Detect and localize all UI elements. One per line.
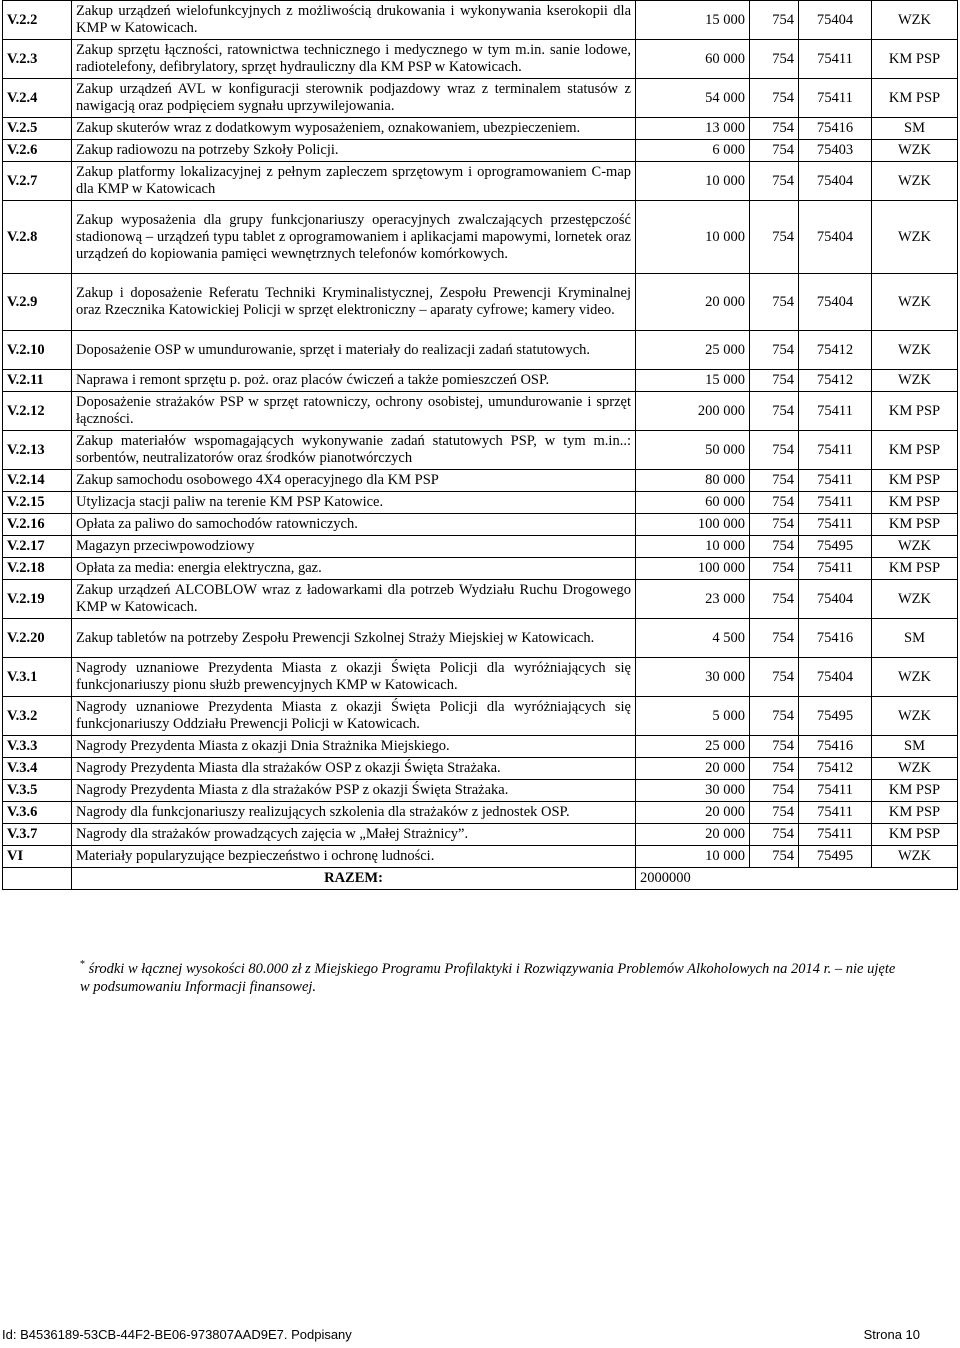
row-amount: 4 500 <box>636 619 750 658</box>
table-row <box>3 162 958 201</box>
row-amount: 10 000 <box>636 162 750 201</box>
row-amount: 50 000 <box>636 431 750 470</box>
row-paragraph: 75495 <box>799 697 872 736</box>
row-paragraph: 75404 <box>799 201 872 274</box>
row-amount: 60 000 <box>636 40 750 79</box>
row-description: Zakup tabletów na potrzeby Zespołu Prewencji Szkolnej Straży Miejskiej w Katowicach. <box>72 619 636 658</box>
row-description: Doposażenie strażaków PSP w sprzęt ratowniczy, ochrony osobistej, umundurowanie i sprzęt łączności. <box>72 392 636 431</box>
row-division: 754 <box>750 580 799 619</box>
row-number: V.2.2 <box>3 1 72 40</box>
row-division: 754 <box>750 780 799 802</box>
table-row <box>3 331 958 370</box>
row-number: V.3.5 <box>3 780 72 802</box>
row-number: V.2.8 <box>3 201 72 274</box>
row-paragraph: 75411 <box>799 514 872 536</box>
row-description: Zakup radiowozu na potrzeby Szkoły Policji. <box>72 140 636 162</box>
table-row <box>3 79 958 118</box>
row-amount: 60 000 <box>636 492 750 514</box>
row-description: Zakup platformy lokalizacyjnej z pełnym zapleczem sprzętowym i oprogramowaniem C-map dla KMP w Katowicach <box>72 162 636 201</box>
total-label: RAZEM: <box>72 868 636 890</box>
row-number: V.3.2 <box>3 697 72 736</box>
row-division: 754 <box>750 162 799 201</box>
row-number: V.3.3 <box>3 736 72 758</box>
row-number: V.2.7 <box>3 162 72 201</box>
row-division: 754 <box>750 40 799 79</box>
row-division: 754 <box>750 758 799 780</box>
row-unit: WZK <box>872 162 958 201</box>
row-description: Zakup wyposażenia dla grupy funkcjonariuszy operacyjnych zwalczających przestępczość stadionową – urządzeń typu tablet z oprogramowaniem i aplikacjami mapowymi, lornetek oraz urządzeń do kopiowania pamięci wewnętrznych telefonów komórkowych. <box>72 201 636 274</box>
footnote <box>80 956 900 996</box>
row-amount: 100 000 <box>636 558 750 580</box>
row-division: 754 <box>750 736 799 758</box>
row-unit: KM PSP <box>872 514 958 536</box>
row-paragraph: 75412 <box>799 331 872 370</box>
document-id: Id: B4536189-53CB-44F2-BE06-973807AAD9E7. Podpisany <box>2 1327 352 1342</box>
table-row <box>3 758 958 780</box>
row-description: Opłata za media: energia elektryczna, gaz. <box>72 558 636 580</box>
row-unit: KM PSP <box>872 802 958 824</box>
row-paragraph: 75411 <box>799 431 872 470</box>
row-paragraph: 75403 <box>799 140 872 162</box>
row-amount: 25 000 <box>636 736 750 758</box>
row-description: Nagrody uznaniowe Prezydenta Miasta z okazji Święta Policji dla wyróżniających się funkcjonariuszy pionu służb prewencyjnych KMP w Katowicach. <box>72 658 636 697</box>
row-number: V.3.7 <box>3 824 72 846</box>
row-number: V.3.4 <box>3 758 72 780</box>
row-description: Zakup sprzętu łączności, ratownictwa technicznego i medycznego w tym m.in. sanie lodowe, radiotelefony, defibrylatory, sprzęt hydrauliczny dla KM PSP w Katowicach. <box>72 40 636 79</box>
row-number: V.3.1 <box>3 658 72 697</box>
row-division: 754 <box>750 1 799 40</box>
row-unit: KM PSP <box>872 470 958 492</box>
row-paragraph: 75411 <box>799 824 872 846</box>
row-division: 754 <box>750 536 799 558</box>
row-description: Materiały popularyzujące bezpieczeństwo i ochronę ludności. <box>72 846 636 868</box>
row-paragraph: 75404 <box>799 580 872 619</box>
budget-document <box>2 0 958 890</box>
table-row <box>3 370 958 392</box>
row-number: V.2.5 <box>3 118 72 140</box>
row-description: Zakup urządzeń AVL w konfiguracji sterownik podjazdowy wraz z terminalem statusów z nawigacją oraz podpięciem sygnału uprzywilejowania. <box>72 79 636 118</box>
row-description: Nagrody Prezydenta Miasta z dla strażaków PSP z okazji Święta Strażaka. <box>72 780 636 802</box>
row-paragraph: 75416 <box>799 736 872 758</box>
row-unit: WZK <box>872 140 958 162</box>
row-description: Naprawa i remont sprzętu p. poż. oraz placów ćwiczeń a także pomieszczeń OSP. <box>72 370 636 392</box>
row-amount: 20 000 <box>636 274 750 331</box>
row-division: 754 <box>750 118 799 140</box>
row-description: Zakup urządzeń wielofunkcyjnych z możliwością drukowania i wykonywania kserokopii dla KMP w Katowicach. <box>72 1 636 40</box>
row-description: Nagrody Prezydenta Miasta z okazji Dnia Strażnika Miejskiego. <box>72 736 636 758</box>
row-description: Nagrody dla strażaków prowadzących zajęcia w „Małej Strażnicy”. <box>72 824 636 846</box>
row-division: 754 <box>750 140 799 162</box>
row-amount: 20 000 <box>636 758 750 780</box>
row-number: V.2.15 <box>3 492 72 514</box>
row-unit: WZK <box>872 331 958 370</box>
row-division: 754 <box>750 370 799 392</box>
row-unit: WZK <box>872 201 958 274</box>
total-empty-cell <box>3 868 72 890</box>
row-amount: 23 000 <box>636 580 750 619</box>
row-unit: WZK <box>872 758 958 780</box>
table-row <box>3 140 958 162</box>
row-unit: WZK <box>872 370 958 392</box>
row-description: Magazyn przeciwpowodziowy <box>72 536 636 558</box>
table-row <box>3 658 958 697</box>
row-number: V.2.16 <box>3 514 72 536</box>
table-row <box>3 824 958 846</box>
row-division: 754 <box>750 492 799 514</box>
table-row <box>3 392 958 431</box>
row-unit: WZK <box>872 536 958 558</box>
row-amount: 10 000 <box>636 846 750 868</box>
row-paragraph: 75411 <box>799 79 872 118</box>
table-row <box>3 736 958 758</box>
row-description: Zakup materiałów wspomagających wykonywanie zadań statutowych PSP, w tym m.in..: sorbentów, neutralizatorów oraz środków pianotwórczych <box>72 431 636 470</box>
row-number: V.2.10 <box>3 331 72 370</box>
row-paragraph: 75404 <box>799 1 872 40</box>
row-paragraph: 75411 <box>799 392 872 431</box>
row-division: 754 <box>750 619 799 658</box>
row-unit: WZK <box>872 697 958 736</box>
table-row <box>3 514 958 536</box>
table-row <box>3 619 958 658</box>
row-unit: WZK <box>872 658 958 697</box>
table-row <box>3 697 958 736</box>
row-division: 754 <box>750 392 799 431</box>
total-row <box>3 868 958 890</box>
row-amount: 80 000 <box>636 470 750 492</box>
row-amount: 6 000 <box>636 140 750 162</box>
row-amount: 20 000 <box>636 824 750 846</box>
row-unit: KM PSP <box>872 492 958 514</box>
table-row <box>3 118 958 140</box>
row-unit: KM PSP <box>872 40 958 79</box>
row-paragraph: 75404 <box>799 658 872 697</box>
row-unit: KM PSP <box>872 824 958 846</box>
row-number: V.3.6 <box>3 802 72 824</box>
row-description: Zakup skuterów wraz z dodatkowym wyposażeniem, oznakowaniem, ubezpieczeniem. <box>72 118 636 140</box>
row-unit: SM <box>872 619 958 658</box>
table-row <box>3 201 958 274</box>
row-amount: 200 000 <box>636 392 750 431</box>
row-amount: 30 000 <box>636 658 750 697</box>
row-amount: 10 000 <box>636 536 750 558</box>
row-division: 754 <box>750 658 799 697</box>
row-paragraph: 75495 <box>799 536 872 558</box>
row-description: Zakup samochodu osobowego 4X4 operacyjnego dla KM PSP <box>72 470 636 492</box>
row-division: 754 <box>750 201 799 274</box>
row-division: 754 <box>750 846 799 868</box>
table-row <box>3 780 958 802</box>
row-number: VI <box>3 846 72 868</box>
row-number: V.2.11 <box>3 370 72 392</box>
row-number: V.2.18 <box>3 558 72 580</box>
table-row <box>3 802 958 824</box>
table-row <box>3 470 958 492</box>
row-amount: 5 000 <box>636 697 750 736</box>
row-paragraph: 75411 <box>799 780 872 802</box>
row-description: Doposażenie OSP w umundurowanie, sprzęt i materiały do realizacji zadań statutowych. <box>72 331 636 370</box>
row-division: 754 <box>750 802 799 824</box>
row-unit: KM PSP <box>872 79 958 118</box>
row-number: V.2.20 <box>3 619 72 658</box>
footnote-text: środki w łącznej wysokości 80.000 zł z Miejskiego Programu Profilaktyki i Rozwiązywania Problemów Alkoholowych na 2014 r. – nie ujęte w podsumowaniu Informacji finansowej. <box>80 960 896 995</box>
table-row <box>3 492 958 514</box>
table-row <box>3 846 958 868</box>
row-amount: 100 000 <box>636 514 750 536</box>
row-paragraph: 75404 <box>799 162 872 201</box>
budget-table <box>2 0 958 890</box>
row-amount: 30 000 <box>636 780 750 802</box>
row-unit: WZK <box>872 846 958 868</box>
row-amount: 54 000 <box>636 79 750 118</box>
row-paragraph: 75411 <box>799 40 872 79</box>
row-division: 754 <box>750 824 799 846</box>
row-paragraph: 75411 <box>799 558 872 580</box>
row-division: 754 <box>750 274 799 331</box>
row-division: 754 <box>750 697 799 736</box>
row-paragraph: 75411 <box>799 802 872 824</box>
row-amount: 15 000 <box>636 1 750 40</box>
row-description: Opłata za paliwo do samochodów ratowniczych. <box>72 514 636 536</box>
row-number: V.2.12 <box>3 392 72 431</box>
row-amount: 13 000 <box>636 118 750 140</box>
page-number: Strona 10 <box>863 1327 920 1342</box>
footnote-marker: * <box>80 959 85 970</box>
table-row <box>3 558 958 580</box>
row-description: Utylizacja stacji paliw na terenie KM PSP Katowice. <box>72 492 636 514</box>
table-row <box>3 431 958 470</box>
table-row <box>3 40 958 79</box>
row-paragraph: 75416 <box>799 619 872 658</box>
row-unit: KM PSP <box>872 431 958 470</box>
table-row <box>3 536 958 558</box>
row-division: 754 <box>750 514 799 536</box>
total-value: 2000000 <box>636 868 958 890</box>
row-description: Nagrody dla funkcjonariuszy realizujących szkolenia dla strażaków z jednostek OSP. <box>72 802 636 824</box>
row-amount: 20 000 <box>636 802 750 824</box>
row-paragraph: 75495 <box>799 846 872 868</box>
row-division: 754 <box>750 558 799 580</box>
row-amount: 10 000 <box>636 201 750 274</box>
row-number: V.2.14 <box>3 470 72 492</box>
row-unit: SM <box>872 736 958 758</box>
row-division: 754 <box>750 431 799 470</box>
row-paragraph: 75416 <box>799 118 872 140</box>
row-unit: KM PSP <box>872 392 958 431</box>
row-paragraph: 75404 <box>799 274 872 331</box>
row-paragraph: 75411 <box>799 470 872 492</box>
row-amount: 15 000 <box>636 370 750 392</box>
row-number: V.2.6 <box>3 140 72 162</box>
row-number: V.2.17 <box>3 536 72 558</box>
row-paragraph: 75412 <box>799 758 872 780</box>
row-amount: 25 000 <box>636 331 750 370</box>
row-description: Zakup i doposażenie Referatu Techniki Kryminalistycznej, Zespołu Prewencji Kryminalnej oraz Rzecznika Katowickiej Policji w sprzęt elektroniczny – aparaty cyfrowe; kamery video. <box>72 274 636 331</box>
row-number: V.2.19 <box>3 580 72 619</box>
row-paragraph: 75411 <box>799 492 872 514</box>
row-number: V.2.13 <box>3 431 72 470</box>
row-description: Zakup urządzeń ALCOBLOW wraz z ładowarkami dla potrzeb Wydziału Ruchu Drogowego KMP w Katowicach. <box>72 580 636 619</box>
row-number: V.2.3 <box>3 40 72 79</box>
row-unit: WZK <box>872 274 958 331</box>
row-division: 754 <box>750 331 799 370</box>
row-unit: SM <box>872 118 958 140</box>
row-paragraph: 75412 <box>799 370 872 392</box>
row-number: V.2.4 <box>3 79 72 118</box>
row-unit: KM PSP <box>872 780 958 802</box>
row-number: V.2.9 <box>3 274 72 331</box>
row-unit: WZK <box>872 1 958 40</box>
row-unit: KM PSP <box>872 558 958 580</box>
row-description: Nagrody uznaniowe Prezydenta Miasta z okazji Święta Policji dla wyróżniających się funkcjonariuszy Oddziału Prewencji Policji w Katowicach. <box>72 697 636 736</box>
table-row <box>3 580 958 619</box>
row-unit: WZK <box>872 580 958 619</box>
row-division: 754 <box>750 470 799 492</box>
row-division: 754 <box>750 79 799 118</box>
table-row <box>3 274 958 331</box>
table-row <box>3 1 958 40</box>
row-description: Nagrody Prezydenta Miasta dla strażaków OSP z okazji Święta Strażaka. <box>72 758 636 780</box>
